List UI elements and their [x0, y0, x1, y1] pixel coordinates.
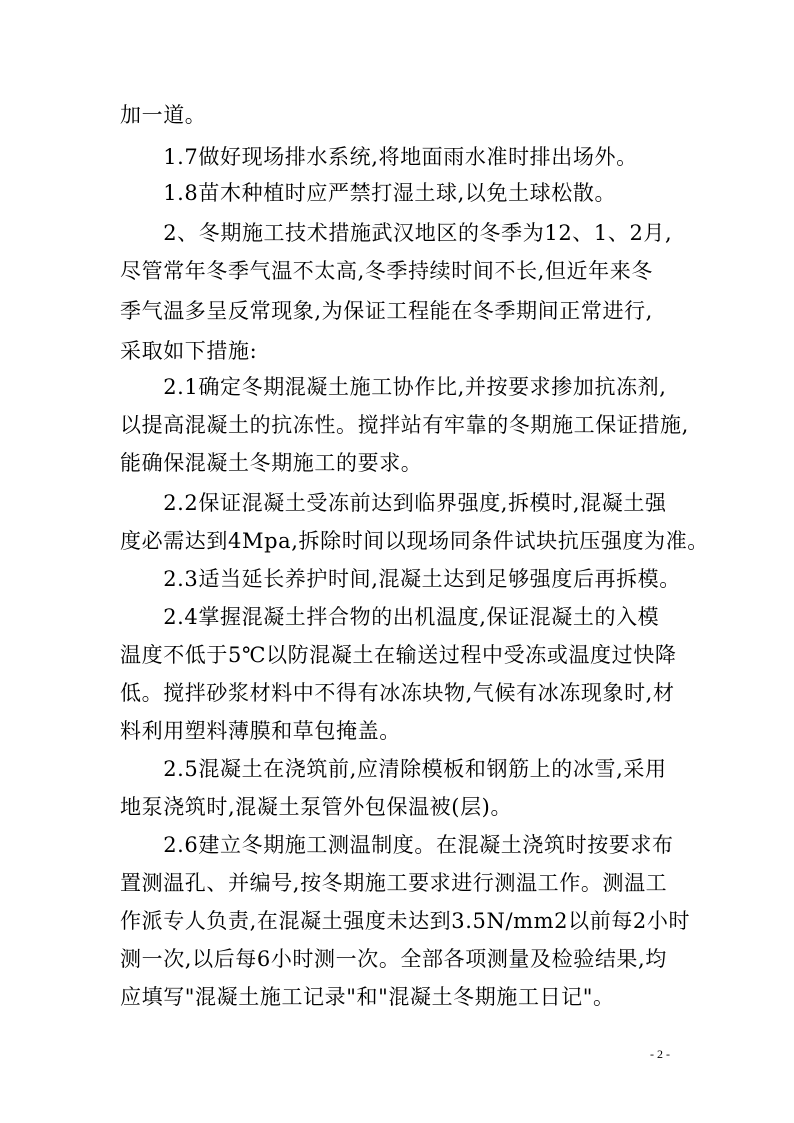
text-line: 温度不低于5℃以防混凝土在输送过程中受冻或温度过快降	[120, 643, 677, 667]
text-line: 以提高混凝土的抗冻性。搅拌站有牢靠的冬期施工保证措施,	[120, 413, 689, 437]
text-line: 能确保混凝土冬期施工的要求。	[120, 451, 423, 475]
text-line: 置测温孔、并编号,按冬期施工要求进行测温工作。测温工	[120, 871, 668, 895]
text-line: 2.5混凝土在浇筑前,应清除模板和钢筋上的冰雪,采用	[120, 757, 667, 781]
text-line: 应填写"混凝土施工记录"和"混凝土冬期施工日记"。	[120, 985, 615, 1009]
text-line: 采取如下措施:	[120, 339, 258, 363]
text-line: 加一道。	[120, 103, 207, 127]
text-line: 2.3适当延长养护时间,混凝土达到足够强度后再拆模。	[120, 567, 681, 591]
text-line: 尽管常年冬季气温不太高,冬季持续时间不长,但近年来冬	[120, 259, 653, 283]
page-number: - 2 -	[650, 1047, 670, 1061]
text-line: 作派专人负责,在混凝土强度未达到3.5N/mm2以前每2小时	[120, 909, 691, 933]
text-line: 2.4掌握混凝土拌合物的出机温度,保证混凝土的入模	[120, 605, 660, 629]
text-line: 低。搅拌砂浆材料中不得有冰冻块物,气候有冰冻现象时,材	[120, 681, 675, 705]
text-line: 1.8苗木种植时应严禁打湿土球,以免土球松散。	[120, 181, 617, 205]
text-line: 2、冬期施工技术措施武汉地区的冬季为12、1、2月,	[120, 221, 673, 245]
text-line: 测一次,以后每6小时测一次。全部各项测量及检验结果,均	[120, 947, 667, 971]
text-line: 料利用塑料薄膜和草包掩盖。	[120, 719, 401, 743]
text-line: 季气温多呈反常现象,为保证工程能在冬季期间正常进行,	[120, 299, 653, 323]
text-line: 度必需达到4Mpa,拆除时间以现场同条件试块抗压强度为准。	[120, 529, 709, 553]
text-line: 2.6建立冬期施工测温制度。在混凝土浇筑时按要求布	[120, 833, 674, 857]
text-line: 地泵浇筑时,混凝土泵管外包保温被(层)。	[120, 795, 513, 819]
text-line: 2.2保证混凝土受冻前达到临界强度,拆模时,混凝土强	[120, 491, 667, 515]
text-line: 1.7做好现场排水系统,将地面雨水准时排出场外。	[120, 145, 638, 169]
text-line: 2.1确定冬期混凝土施工协作比,并按要求掺加抗冻剂,	[120, 375, 667, 399]
